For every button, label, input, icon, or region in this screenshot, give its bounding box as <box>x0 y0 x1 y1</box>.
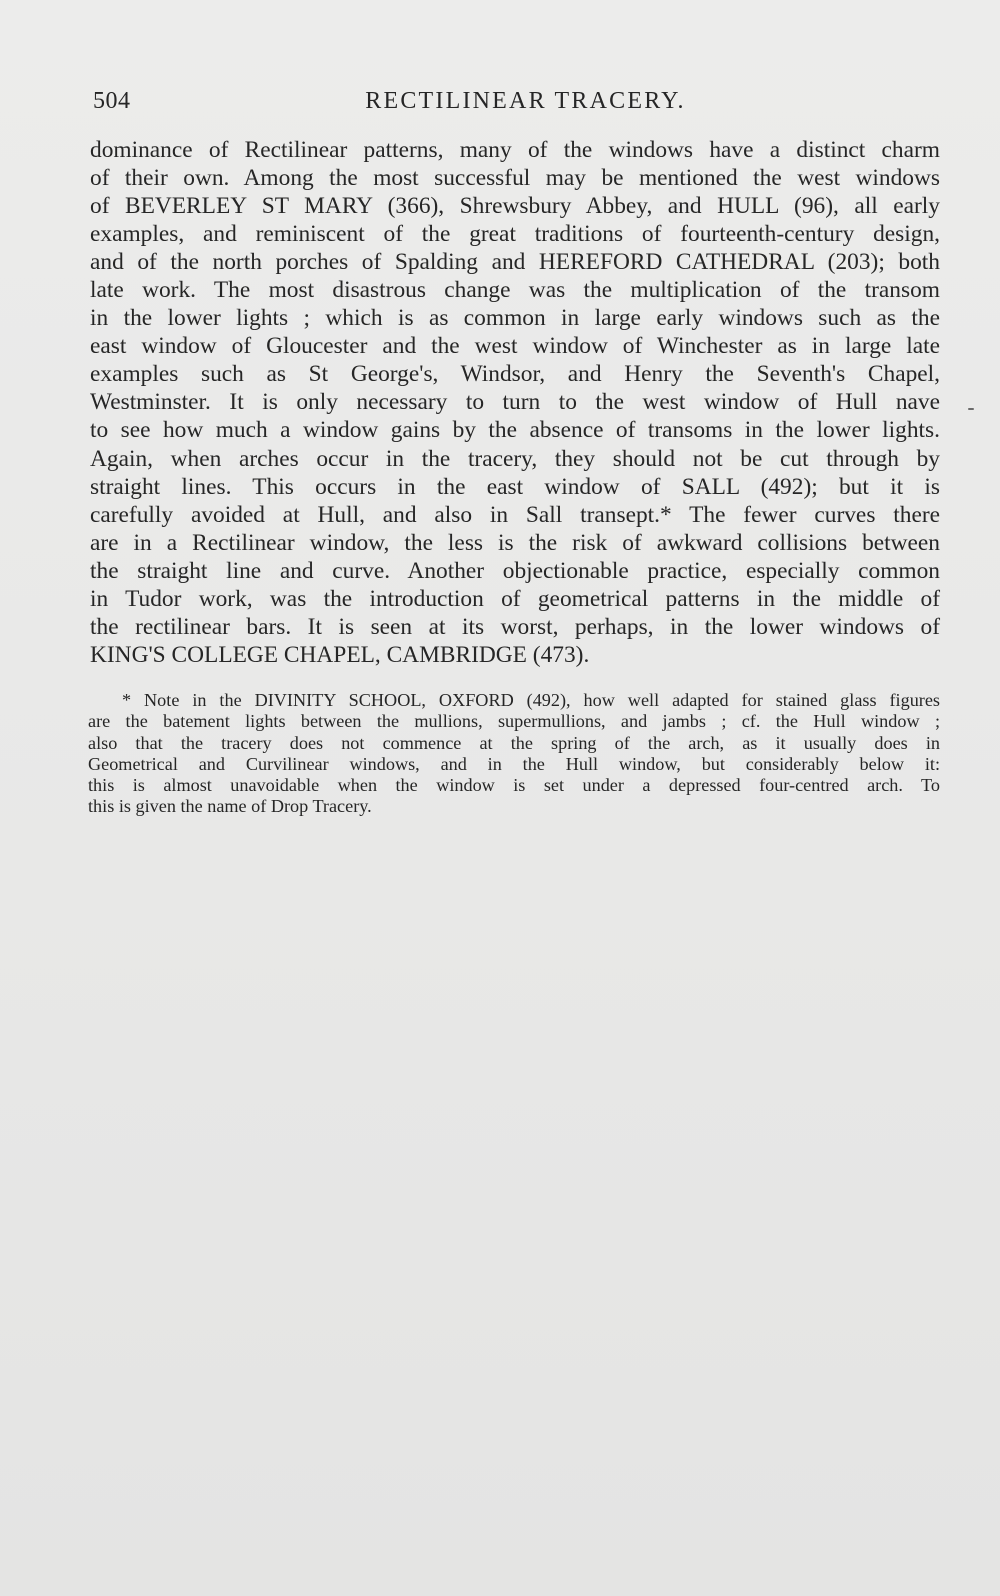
body-line: straight lines. This occurs in the east window of SALL (492); but it is <box>90 473 940 500</box>
footnote-line: this is given the name of Drop Tracery. <box>88 796 372 817</box>
body-line: the rectilinear bars. It is seen at its worst, perhaps, in the lower windows of <box>90 613 940 640</box>
footnote-line: this is almost unavoidable when the window is set under a depressed four-centred arch. To <box>88 775 940 796</box>
page-number: 504 <box>93 88 131 114</box>
body-line: carefully avoided at Hull, and also in Sall transept.* The fewer curves there <box>90 501 940 528</box>
body-line: Westminster. It is only necessary to turn to the west window of Hull nave <box>90 389 940 416</box>
running-title: RECTILINEAR TRACERY. <box>365 88 686 114</box>
body-line: of their own. Among the most successful may be mentioned the west windows <box>90 165 940 192</box>
body-line: dominance of Rectilinear patterns, many of the windows have a distinct charm <box>90 137 940 163</box>
body-line: in the lower lights ; which is as common in large early windows such as the <box>90 305 940 332</box>
scan-speck <box>968 408 974 410</box>
body-line: examples such as St George's, Windsor, and Henry the Seventh's Chapel, <box>90 361 940 388</box>
body-line: of BEVERLEY ST MARY (366), Shrewsbury Abbey, and HULL (96), all early <box>90 193 940 220</box>
running-head <box>93 88 938 122</box>
footnote <box>88 690 940 818</box>
body-line: are in a Rectilinear window, the less is the risk of awkward collisions between <box>90 529 940 556</box>
footnote-line: also that the tracery does not commence at the spring of the arch, as it usually does in <box>88 732 940 753</box>
body-line: the straight line and curve. Another objectionable practice, especially common <box>90 557 940 584</box>
footnote-line: are the batement lights between the mullions, supermullions, and jambs ; cf. the Hull window ; <box>88 711 940 732</box>
body-line: KING'S COLLEGE CHAPEL, CAMBRIDGE (473). <box>90 641 590 668</box>
body-text <box>90 136 940 669</box>
footnote-line: * Note in the DIVINITY SCHOOL, OXFORD (492), how well adapted for stained glass figures <box>122 690 940 710</box>
body-line: late work. The most disastrous change was the multiplication of the transom <box>90 277 940 304</box>
body-line: and of the north porches of Spalding and HEREFORD CATHEDRAL (203); both <box>90 249 940 276</box>
body-line: east window of Gloucester and the west window of Winchester as in large late <box>90 333 940 360</box>
body-line: examples, and reminiscent of the great traditions of fourteenth-century design, <box>90 221 940 248</box>
footnote-line: Geometrical and Curvilinear windows, and in the Hull window, but considerably below it: <box>88 753 940 774</box>
body-line: to see how much a window gains by the absence of transoms in the lower lights. <box>90 417 940 444</box>
body-line: in Tudor work, was the introduction of geometrical patterns in the middle of <box>90 585 940 612</box>
body-line: Again, when arches occur in the tracery, they should not be cut through by <box>90 445 940 472</box>
